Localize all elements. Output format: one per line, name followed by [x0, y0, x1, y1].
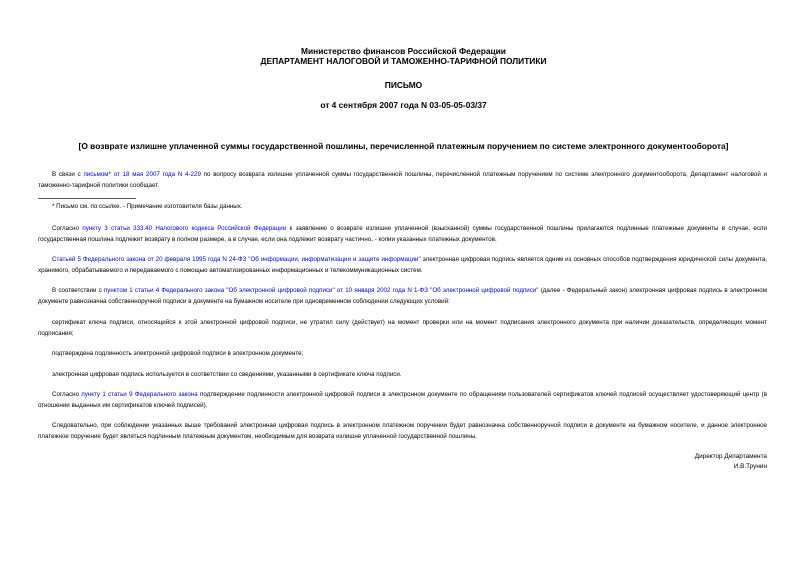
link-information-law[interactable]: Статьей 5 Федерального закона от 20 февраля 1995 года N 24-ФЗ "Об информации, информатизации и защите информации" — [52, 256, 421, 263]
signature-name: И.В.Трунин — [733, 463, 767, 470]
document-subject: [О возврате излишне уплаченной суммы государственной пошлины, перечисленной платежным поручением по системе электронного документооборота] — [78, 141, 729, 151]
paragraph-text: В соответствии с — [52, 287, 104, 294]
link-digital-signature-law[interactable]: пунктом 1 статьи 4 Федерального закона "Об электронной цифровой подписи" от 10 января 2002 года N 1-ФЗ "Об электронной цифровой подписи" — [103, 287, 539, 294]
department-name: ДЕПАРТАМЕНТ НАЛОГОВОЙ И ТАМОЖЕННО-ТАРИФНОЙ ПОЛИТИКИ — [260, 56, 547, 66]
paragraph-text: подтверждение подлинности электронной цифровой подписи в электронном документе по обращениям пользователей сертификатов ключей подписей осуществляет удостоверяющий центр (в отношении выданных им сертификатов ключей подписей). — [38, 391, 767, 409]
condition-certificate: сертификат ключа подписи, относящийся к этой электронной цифровой подписи, не утратил силу (действует) на момент проверки или на момент подписания электронного документа при наличии доказательств, определяющих момент подписания; — [38, 319, 767, 337]
document-type: ПИСЬМО — [384, 80, 423, 90]
paragraph-tax-code — [38, 224, 767, 245]
condition-authenticity: подтверждена подлинность электронной цифровой подписи в электронном документе; — [52, 350, 304, 357]
paragraph-text: (далее - Федеральный закон) электронная цифровая подпись в электронном документе равнозначна собственноручной подписи в документе на бумажном носителе при одновременном соблюдении следующих условий: — [38, 287, 767, 305]
signature-position: Директор Департамента — [694, 453, 767, 460]
paragraph-digital-signature-law — [38, 286, 767, 307]
paragraph-text: к заявлению о возврате излишне уплаченной (взысканной) суммы государственной пошлины прилагаются подлинные платежные документы в случае, если государственная пошлина подлежит возврату в полном размере, а в случае, если она подлежит возврату частично, - копии указанных платежных документов. — [38, 225, 767, 243]
paragraph-text: по вопросу возврата излишне уплаченной суммы государственной пошлины, перечисленной платежным поручением по системе электронного документооборота, Департамент налоговой и таможенно-тарифной политики сообщает. — [38, 171, 767, 189]
paragraph-intro — [38, 170, 767, 191]
paragraph-certification-center — [38, 390, 767, 411]
paragraph-text: Согласно — [52, 391, 82, 398]
paragraph-text: В связи с — [52, 171, 84, 178]
paragraph-text: электронная цифровая подпись является одним из основных способов подтверждения юридической силы документа, хранимого, обрабатываемого и передаваемого с помощью автоматизированных информационных и телекоммуникационных систем. — [38, 256, 768, 274]
link-letter-reference[interactable]: письмом* от 18 мая 2007 года N 4-229 — [83, 171, 201, 178]
footnote-separator — [38, 198, 136, 199]
document-date: от 4 сентября 2007 года N 03-05-05-03/37 — [320, 100, 487, 110]
footnote: * Письмо см. по ссылке. - Примечание изготовителя базы данных. — [52, 203, 243, 210]
ministry-name: Министерство финансов Российской Федерации — [301, 46, 506, 56]
link-article-9[interactable]: пункту 1 статьи 9 Федерального закона — [81, 391, 198, 398]
link-tax-code[interactable]: пункту 3 статьи 333.40 Налогового кодекса Российской Федерации — [82, 225, 287, 232]
condition-usage: электронная цифровая подпись используется в соответствии со сведениями, указанными в сертификате ключа подписи. — [52, 371, 402, 378]
paragraph-conclusion: Следовательно, при соблюдении указанных выше требований электронная цифровая подпись в электронном платежном поручении будет равнозначна собственноручной подписи в документе на бумажном носителе, и данное электронное платежное поручение будет являться подлинным платежным документом, необходимым для возврата излишне уплаченной государственной пошлины. — [38, 422, 767, 440]
paragraph-text: Согласно — [52, 225, 83, 232]
paragraph-information-law — [38, 255, 767, 276]
